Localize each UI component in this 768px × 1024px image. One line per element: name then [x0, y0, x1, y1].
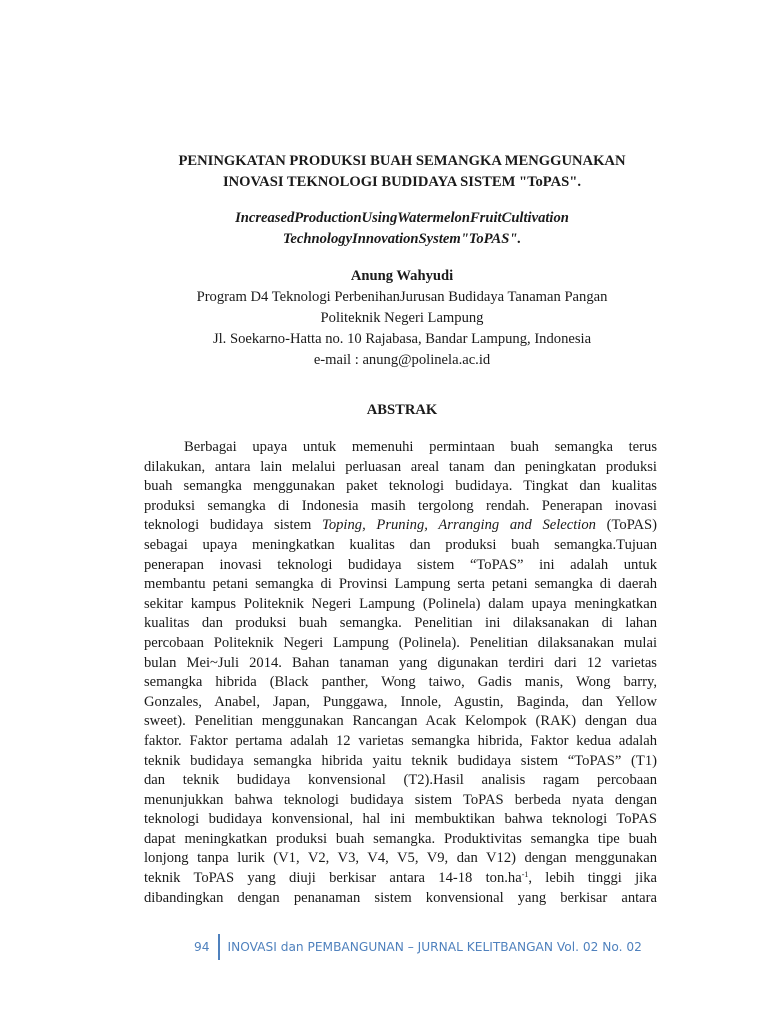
abstract-line: sebagai upaya meningkatkan kualitas dan produksi buah semangka.Tujuan: [144, 536, 657, 553]
abstract-text: , lebih tinggi jika: [528, 870, 657, 887]
abstract-line: teknologi budidaya konvensional, hal ini membuktikan bahwa teknologi ToPAS: [144, 811, 657, 828]
page-number: 94: [194, 940, 210, 954]
author-email: e-mail : anung@polinela.ac.id: [313, 352, 491, 368]
abstract-line: produksi semangka di Indonesia masih tergolong rendah. Penerapan inovasi: [144, 497, 657, 514]
abstract-line: faktor. Faktor pertama adalah 12 varietas semangka hibrida, Faktor kedua adalah: [144, 732, 657, 749]
abstract-text: teknik ToPAS yang diuji berkisar antara 14-18 ton.ha: [144, 870, 522, 887]
english-title-line: IncreasedProductionUsingWatermelonFruitCultivation: [235, 210, 569, 226]
abstract-line: dan teknik budidaya konvensional (T2).Hasil analisis ragam percobaan: [144, 772, 657, 789]
paper-title: [100, 151, 704, 193]
abstract-line: penerapan inovasi teknologi budidaya sistem “ToPAS” ini adalah untuk: [144, 556, 657, 573]
author-name: Anung Wahyudi: [350, 268, 454, 284]
abstract-line: dilakukan, antara lain melalui perluasan areal tanam dan peningkatan produksi: [144, 458, 657, 475]
footer-divider: [218, 934, 220, 960]
abstract-line: percobaan Politeknik Negeri Lampung (Polinela). Penelitian dilaksanakan mulai: [144, 634, 657, 651]
abstract-line: [144, 516, 657, 536]
unit-superscript: -1: [521, 870, 529, 880]
abstract-text: teknologi budidaya sistem: [144, 517, 312, 534]
author-affiliation: Program D4 Teknologi PerbenihanJurusan Budidaya Tanaman Pangan: [196, 289, 608, 305]
abstract-line: teknik budidaya semangka hibrida yaitu teknik budidaya sistem “ToPAS” (T1): [144, 752, 657, 769]
abstract-line: semangka hibrida (Black panther, Wong taiwo, Gadis manis, Wong barry,: [144, 674, 657, 691]
abstract-italic-text: Toping, Pruning, Arranging and Selection: [322, 517, 596, 534]
abstract-heading: ABSTRAK: [366, 402, 438, 418]
abstract-line: dibandingkan dengan penanaman sistem konvensional yang berkisar antara: [144, 889, 657, 906]
abstract-line: buah semangka menggunakan paket teknologi budidaya. Tingkat dan kualitas: [144, 478, 657, 495]
author-address: Jl. Soekarno-Hatta no. 10 Rajabasa, Bandar Lampung, Indonesia: [212, 331, 592, 347]
author-institution: Politeknik Negeri Lampung: [320, 310, 484, 326]
page-footer: [194, 934, 642, 960]
abstract-body: [144, 438, 657, 908]
english-title-line: TechnologyInnovationSystem"ToPAS".: [282, 231, 522, 247]
abstract-line: lonjong tanpa lurik (V1, V2, V3, V4, V5, V9, dan V12) dengan menggunakan: [144, 850, 657, 867]
abstract-line: Berbagai upaya untuk memenuhi permintaan buah semangka terus: [184, 439, 657, 455]
abstract-line: bulan Mei~Juli 2014. Bahan tanaman yang digunakan terdiri dari 12 varietas: [144, 654, 657, 671]
abstract-line: Gonzales, Anabel, Japan, Punggawa, Innole, Agustin, Baginda, dan Yellow: [144, 693, 657, 710]
author-block: [100, 266, 704, 371]
abstract-line: membantu petani semangka di Provinsi Lampung serta petani semangka di daerah: [144, 576, 657, 593]
abstract-line: sekitar kampus Politeknik Negeri Lampung (Polinela) dalam upaya meningkatkan: [144, 595, 657, 612]
paper-title-line: PENINGKATAN PRODUKSI BUAH SEMANGKA MENGGUNAKAN: [178, 153, 626, 169]
abstract-line: menunjukkan bahwa teknologi budidaya sistem ToPAS berbeda nyata dengan: [144, 791, 657, 808]
english-title: [100, 208, 704, 250]
abstract-line: [144, 869, 657, 889]
abstract-text: (ToPAS): [606, 517, 658, 534]
journal-name: INOVASI dan PEMBANGUNAN – JURNAL KELITBANGAN Vol. 02 No. 02: [227, 940, 642, 954]
abstract-line: dapat meningkatkan produksi buah semangka. Produktivitas semangka tipe buah: [144, 830, 657, 847]
paper-title-line: INOVASI TEKNOLOGI BUDIDAYA SISTEM "ToPAS".: [222, 174, 582, 190]
abstract-line: kualitas dan produksi buah semangka. Penelitian ini dilaksanakan di lahan: [144, 615, 657, 632]
abstract-line: sweet). Penelitian menggunakan Rancangan Acak Kelompok (RAK) dengan dua: [144, 713, 657, 730]
